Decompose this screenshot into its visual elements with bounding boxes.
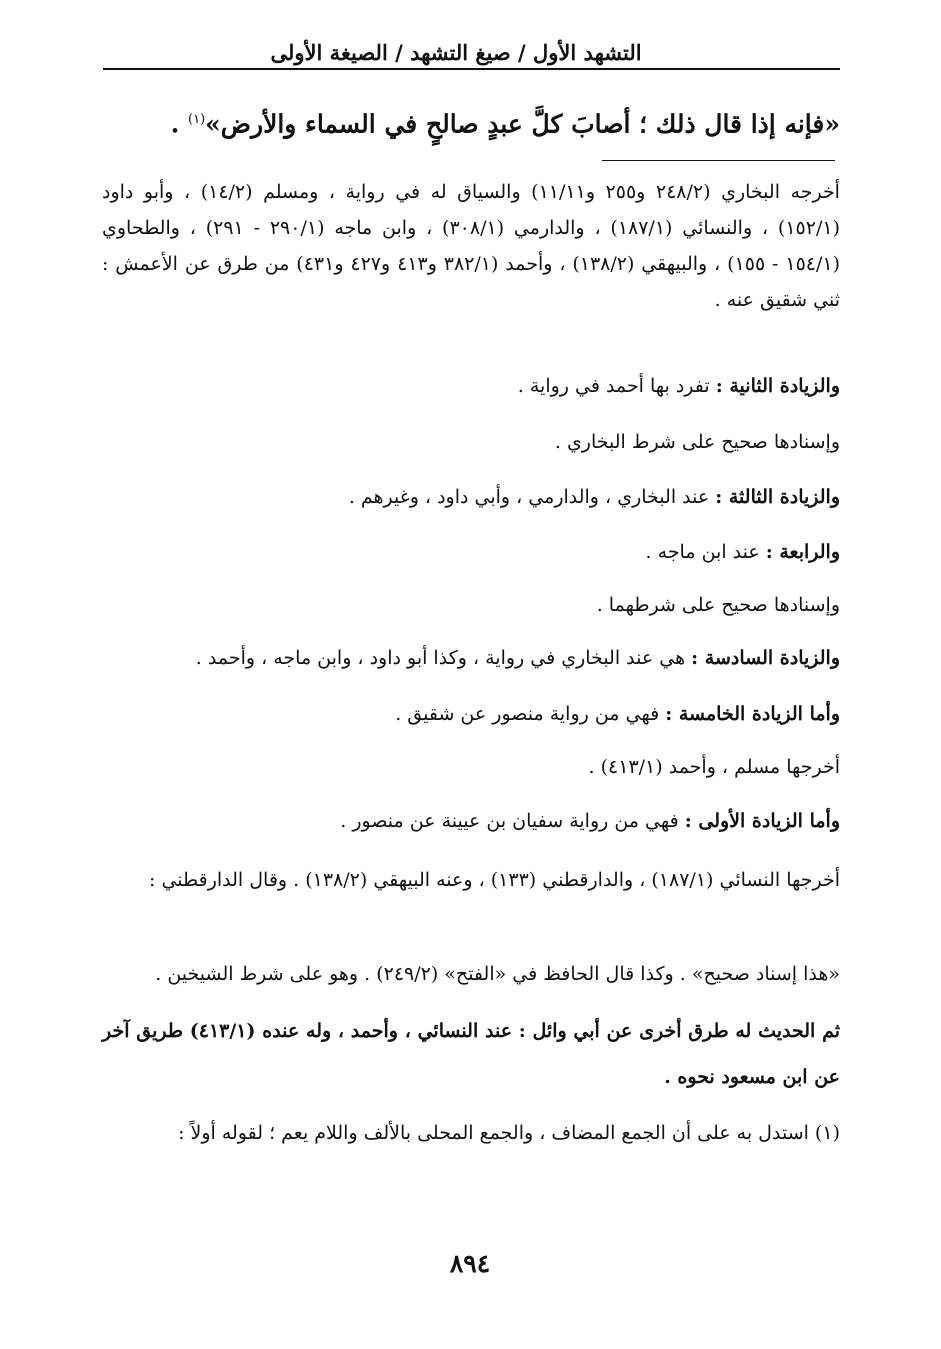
footnote-text: (١) استدل به على أن الجمع المضاف ، والجمع المحلى بالألف واللام يعم ؛ لقوله أولاً : [178, 1122, 840, 1144]
paragraph-text: عند البخاري ، والدارمي ، وأبي داود ، وغيرهم . [348, 486, 716, 508]
paragraph-lead: والزيادة السادسة : [691, 647, 840, 669]
paragraph-other-routes [102, 1008, 840, 1100]
paragraph-text: وإسنادها صحيح على شرط البخاري . [554, 431, 840, 453]
paragraph-nasai-daraqutni [102, 858, 840, 902]
paragraph-text: هي عند البخاري في رواية ، وكذا أبو داود ، وابن ماجه ، وأحمد . [195, 647, 692, 669]
paragraph-lead: والزيادة الثالثة : [715, 486, 840, 508]
running-header: التشهد الأول / صيغ التشهد / الصيغة الأولى [270, 40, 642, 65]
paragraph-isnad-shaykhayn [102, 591, 840, 619]
footnote-separator-rule [602, 160, 835, 161]
paragraph-lead: والرابعة : [765, 541, 840, 563]
paragraph-text: عند ابن ماجه . [645, 541, 766, 563]
paragraph-text: وإسنادها صحيح على شرطهما . [596, 594, 840, 616]
hadith-quote [80, 100, 840, 144]
footnote-reference: (١) [188, 112, 206, 127]
paragraph-text: فهي من رواية سفيان بن عيينة عن منصور . [340, 810, 685, 832]
paragraph-lead: وأما الزيادة الخامسة : [665, 703, 840, 725]
paragraph-isnad-bukhari [102, 428, 840, 456]
paragraph-takhrij-bukhari [102, 174, 840, 318]
paragraph-text: تفرد بها أحمد في رواية . [517, 375, 716, 397]
paragraph-muslim-ahmad [102, 753, 840, 781]
paragraph-second-addition [102, 372, 840, 400]
paragraph-text: أخرجه البخاري (٢٤٨/٢ و٢٥٥ و١١/١١) والسياق له في رواية ، ومسلم (١٤/٢) ، وأبو داود (١٥٢/١) ، والنسائي (١٨٧/١) ، والدارمي (٣٠٨/١) ، وابن ماجه (٢٩٠/١ - ٢٩١) ، والطحاوي (١٥٤/١ - ١٥٥) ، والبيهقي (١٣٨/٢) ، وأحمد (٣٨٢/١ و٤١٣ و٤٢٧ و٤٣١) من طرق عن الأعمش : ثني شقيق عنه . [102, 181, 841, 311]
footnote-1 [102, 1110, 840, 1156]
paragraph-text: «هذا إسناد صحيح» . وكذا قال الحافظ في «الفتح» (٢٤٩/٢) . وهو على شرط الشيخين . [155, 963, 840, 985]
paragraph-text: أخرجها مسلم ، وأحمد (٤١٣/١) . [588, 756, 840, 778]
paragraph-lead: والزيادة الثانية : [715, 375, 840, 397]
header-rule [103, 68, 840, 70]
paragraph-first-addition [102, 807, 840, 835]
paragraph-text: فهي من رواية منصور عن شقيق . [395, 703, 666, 725]
paragraph-lead: وأما الزيادة الأولى : [684, 810, 840, 832]
page-number: ٨٩٤ [449, 1249, 491, 1278]
paragraph-fifth-addition [102, 700, 840, 728]
paragraph-text: أخرجها النسائي (١٨٧/١) ، والدارقطني (١٣٣) ، وعنه البيهقي (١٣٨/٢) . وقال الدارقطني : [149, 869, 840, 891]
paragraph-third-addition [102, 483, 840, 511]
paragraph-sixth-addition [102, 644, 840, 672]
paragraph-text: ثم الحديث له طرق أخرى عن أبي وائل : عند النسائي ، وأحمد ، وله عنده (٤١٣/١) طريق آخر عن ابن مسعود نحوه . [102, 1020, 841, 1088]
hadith-quote-tail: . [170, 109, 189, 139]
paragraph-fourth-addition [102, 538, 840, 566]
hadith-quote-text: «فإنه إذا قال ذلك ؛ أصابَ كلَّ عبدٍ صالحٍ في السماء والأرض» [205, 109, 840, 139]
paragraph-hafiz-fath [102, 960, 840, 988]
